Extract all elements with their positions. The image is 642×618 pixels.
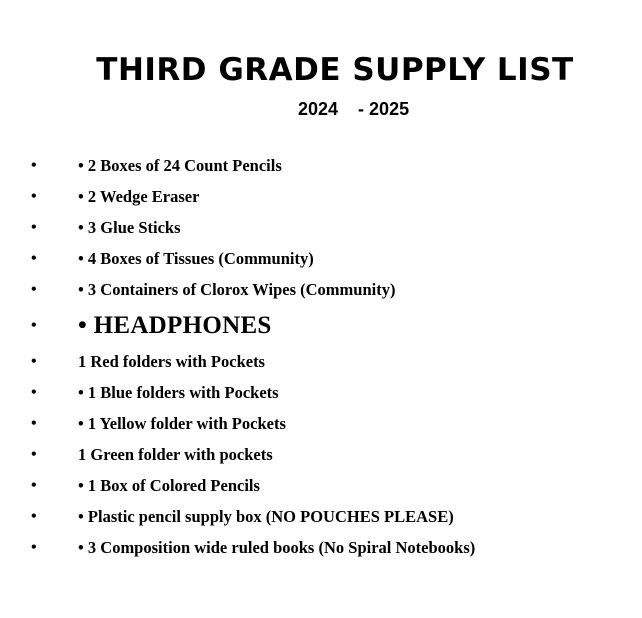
- bullet-icon: •: [31, 187, 37, 205]
- list-item-text: 1 Green folder with pockets: [78, 444, 273, 464]
- list-item: [0, 532, 642, 563]
- list-item: [0, 439, 642, 470]
- list-item-text: • 2 Boxes of 24 Count Pencils: [78, 155, 282, 175]
- school-year: 2024 - 2025: [298, 99, 410, 119]
- bullet-icon: •: [31, 538, 37, 556]
- bullet-icon: •: [31, 445, 37, 463]
- list-item: [0, 212, 642, 243]
- list-item: [0, 470, 642, 501]
- list-item-headphones: [0, 305, 642, 346]
- list-item-text: • 3 Containers of Clorox Wipes (Community): [78, 279, 396, 299]
- list-item: [0, 274, 642, 305]
- bullet-icon: •: [31, 218, 37, 236]
- list-item-text: • Plastic pencil supply box (NO POUCHES PLEASE): [78, 506, 454, 526]
- bullet-icon: •: [31, 352, 37, 370]
- list-item: [0, 501, 642, 532]
- list-item-text: • HEADPHONES: [78, 311, 272, 339]
- bullet-icon: •: [31, 316, 37, 334]
- list-item-text: • 1 Yellow folder with Pockets: [78, 413, 286, 433]
- bullet-icon: •: [31, 156, 37, 174]
- bullet-icon: •: [31, 476, 37, 494]
- list-item: [0, 181, 642, 212]
- bullet-icon: •: [31, 249, 37, 267]
- list-item: [0, 346, 642, 377]
- supply-list: [0, 150, 642, 563]
- list-item: [0, 150, 642, 181]
- list-item-text: • 4 Boxes of Tissues (Community): [78, 248, 314, 268]
- bullet-icon: •: [31, 507, 37, 525]
- list-item-text: • 3 Composition wide ruled books (No Spiral Notebooks): [78, 537, 476, 557]
- list-item-text: • 2 Wedge Eraser: [78, 186, 200, 206]
- list-item-text: 1 Red folders with Pockets: [78, 351, 265, 371]
- list-item-text: • 3 Glue Sticks: [78, 217, 181, 237]
- page-title: THIRD GRADE SUPPLY LIST: [96, 52, 574, 88]
- bullet-icon: •: [31, 414, 37, 432]
- list-item: [0, 377, 642, 408]
- list-item: [0, 408, 642, 439]
- list-item-text: • 1 Blue folders with Pockets: [78, 382, 279, 402]
- list-item-text: • 1 Box of Colored Pencils: [78, 475, 260, 495]
- bullet-icon: •: [31, 383, 37, 401]
- list-item: [0, 243, 642, 274]
- bullet-icon: •: [31, 280, 37, 298]
